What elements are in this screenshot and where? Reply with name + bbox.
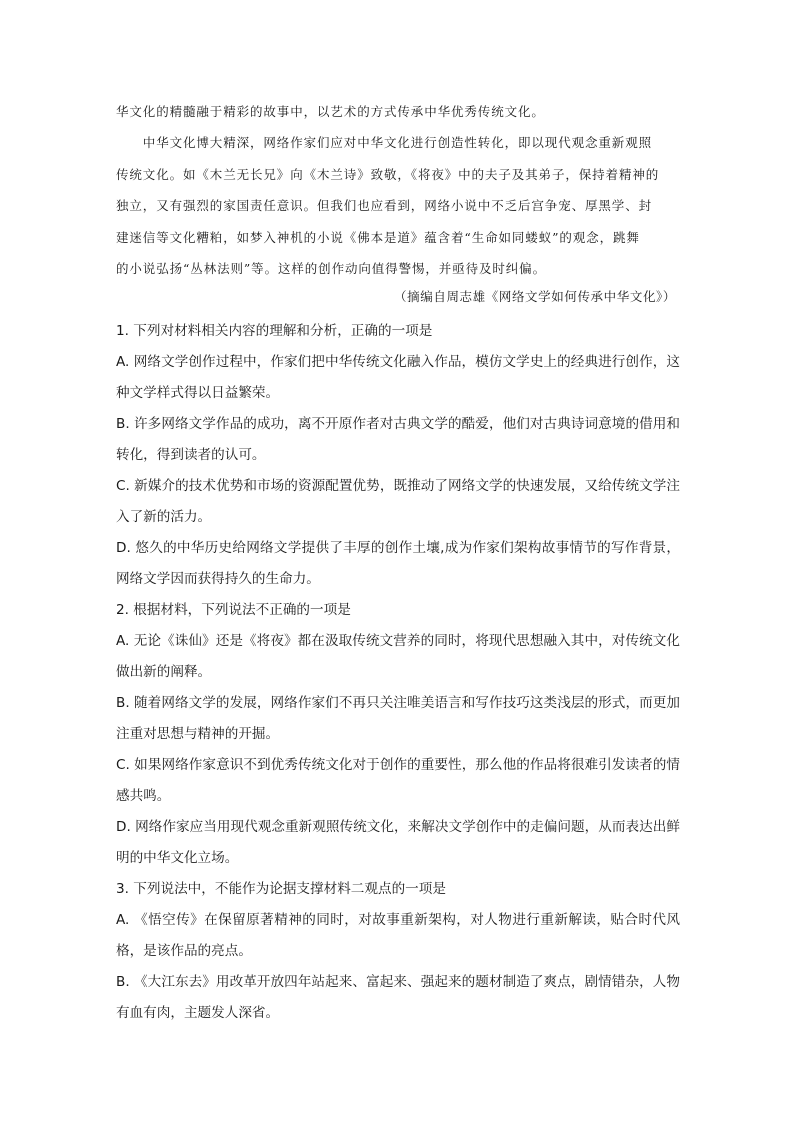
question-3 [116,874,680,1029]
question-1 [116,316,680,595]
option-b: B. 许多网络文学作品的成功，离不开原作者对古典文学的酷爱，他们对古典诗词意境的借用和转化，得到读者的认可。 [116,416,680,463]
passage-line: 华文化的精髓融于精彩的故事中，以艺术的方式传承中华优秀传统文化。 [116,104,545,119]
option-c: C. 如果网络作家意识不到优秀传统文化对于创作的重要性，那么他的作品将很难引发读者的情感共鸣。 [116,757,680,804]
option-b: B. 《大江东去》用改革开放四年站起来、富起来、强起来的题材制造了爽点，剧情错杂，人物有血有肉，主题发人深省。 [116,974,680,1021]
passage-source: （摘编自周志雄《网络文学如何传承中华文化》） [394,289,676,304]
passage-paragraph [116,127,680,285]
passage-line: 独立，又有强烈的家国责任意识。但我们也应看到，网络小说中不乏后宫争宠、厚黑学、封 [116,198,653,213]
passage-line: 建迷信等文化糟粕，如梦入神机的小说《佛本是道》蕴含着“生命如同蝼蚁”的观念，跳舞 [116,229,640,245]
option-c: C. 新媒介的技术优势和市场的资源配置优势，既推动了网络文学的快速发展，又给传统文学注入了新的活力。 [116,478,680,525]
passage-line: 中华文化博大精深，网络作家们应对中华文化进行创造性转化，即以现代观念重新观照 [116,135,653,150]
option-a: A. 《悟空传》在保留原著精神的同时，对故事重新架构，对人物进行重新解读，贴合时代风格，是该作品的亮点。 [116,912,680,959]
passage-line: 传统文化。如《木兰无长兄》向《木兰诗》致敬，《将夜》中的夫子及其弟子，保持着精神的 [116,166,660,182]
option-a: A. 无论《诛仙》还是《将夜》都在汲取传统文营养的同时，将现代思想融入其中，对传统文化做出新的阐释。 [116,633,680,680]
question-stem: 1. 下列对材料相关内容的理解和分析，正确的一项是 [116,323,433,339]
option-d: D. 悠久的中华历史给网络文学提供了丰厚的创作土壤,成为作家们架构故事情节的写作背景，网络文学因而获得持久的生命力。 [116,540,680,587]
question-stem: 3. 下列说法中，不能作为论据支撑材料二观点的一项是 [116,881,446,897]
option-a: A. 网络文学创作过程中，作家们把中华传统文化融入作品，模仿文学史上的经典进行创作，这种文学样式得以日益繁荣。 [116,354,680,401]
question-2 [116,595,680,874]
passage-continuation [116,96,680,128]
passage-line: 的小说弘扬“丛林法则”等。这样的创作动向值得警惕，并亟待及时纠偏。 [116,261,546,276]
question-list [116,316,680,1029]
option-d: D. 网络作家应当用现代观念重新观照传统文化，来解决文学创作中的走偏问题，从而表达出鲜明的中华文化立场。 [116,819,680,866]
question-stem: 2. 根据材料，下列说法不正确的一项是 [116,602,351,618]
option-b: B. 随着网络文学的发展，网络作家们不再只关注唯美语言和写作技巧这类浅层的形式，而更加注重对思想与精神的开掘。 [116,695,680,742]
